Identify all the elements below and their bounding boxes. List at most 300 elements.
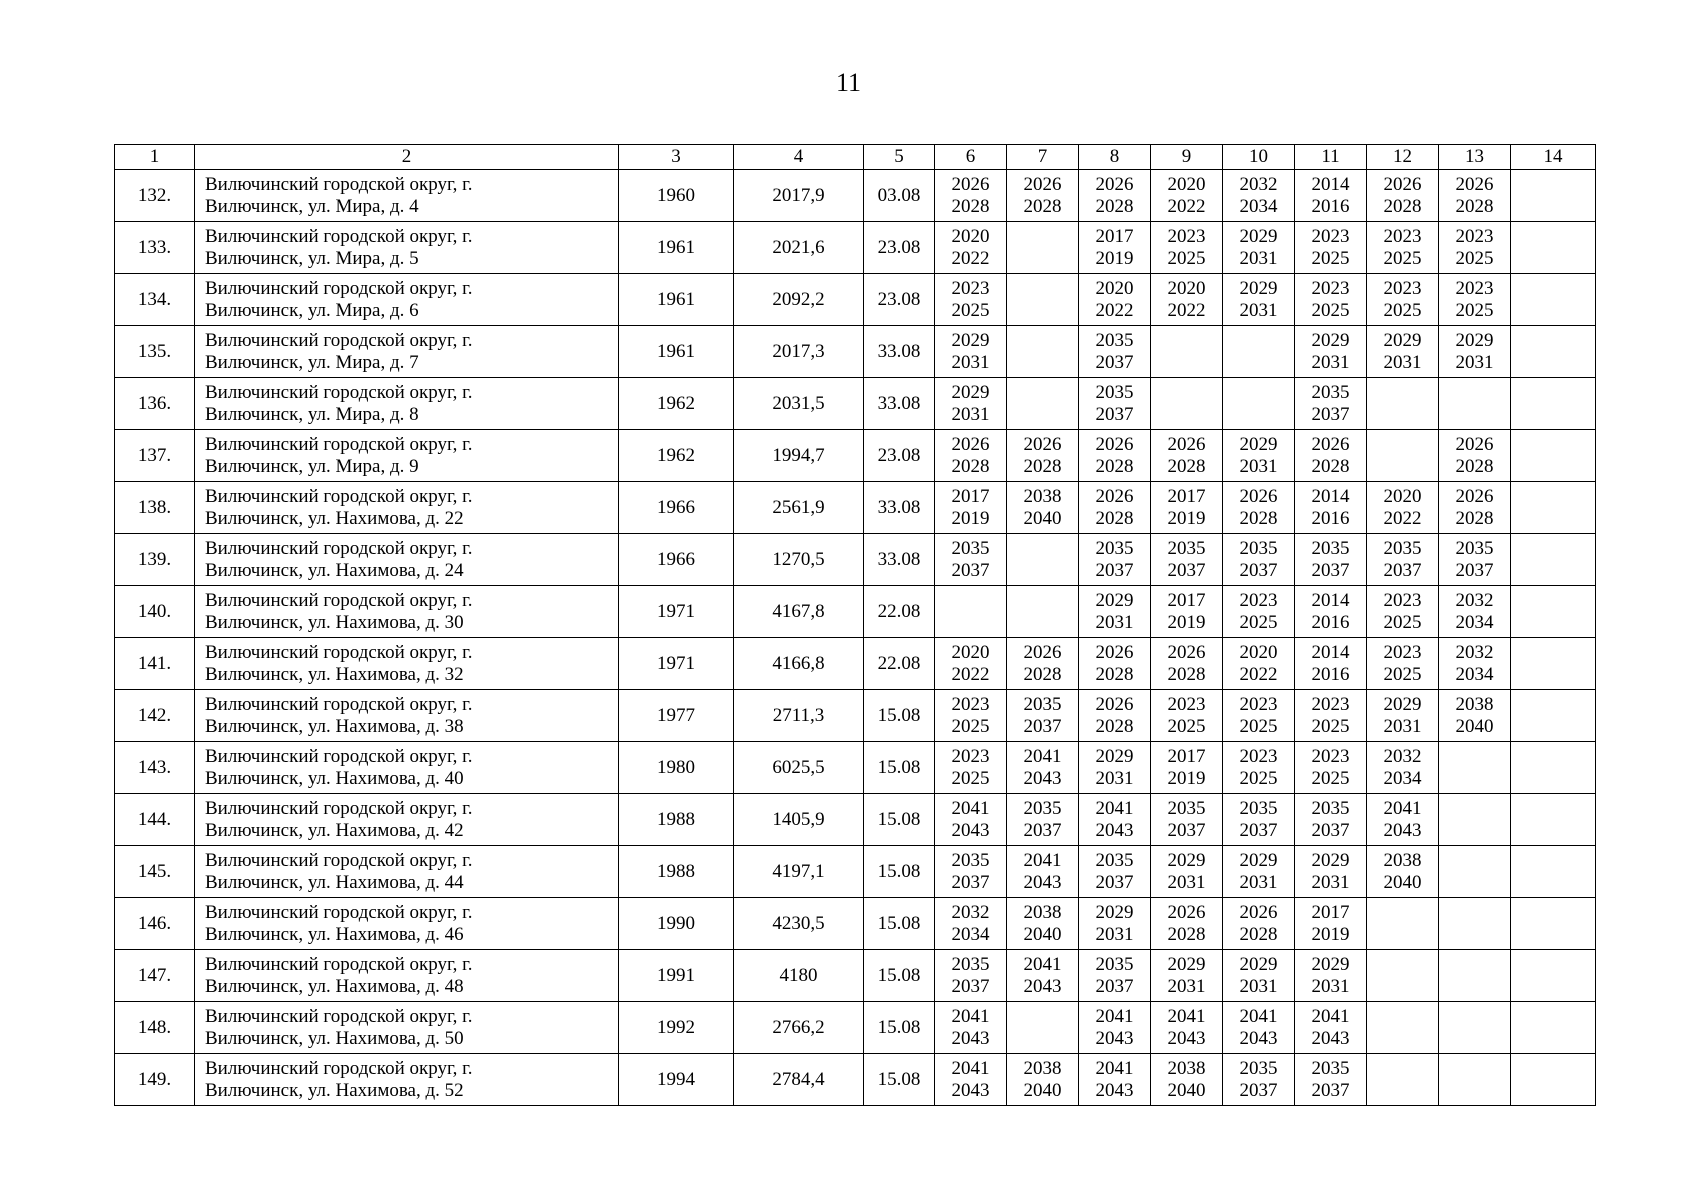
period-end-year: 2028 <box>1095 507 1134 529</box>
period-start-year: 2029 <box>1239 225 1278 247</box>
period-start-year: 2029 <box>1311 953 1350 975</box>
table-row <box>115 1002 1596 1054</box>
period-cell-col-9 <box>1151 586 1223 638</box>
period-end-year: 2016 <box>1311 611 1350 633</box>
column-header-13: 13 <box>1439 145 1511 170</box>
period-cell-col-14 <box>1511 170 1596 222</box>
address-line: Вилючинск, ул. Мира, д. 5 <box>205 247 419 269</box>
period-cell-col-7 <box>1007 690 1079 742</box>
address-line: Вилючинский городской округ, г. <box>205 589 473 611</box>
period-end-year: 2037 <box>1023 715 1062 737</box>
period-cell-col-14 <box>1511 326 1596 378</box>
address-cell <box>195 326 619 378</box>
row-number-cell: 141. <box>115 638 195 690</box>
period-start-year: 2041 <box>1383 797 1422 819</box>
year-built-cell: 1991 <box>619 950 734 1002</box>
period-cell-col-11 <box>1295 638 1367 690</box>
period-start-year: 2023 <box>1239 589 1278 611</box>
period-cell-col-8 <box>1079 378 1151 430</box>
period-start-year: 2029 <box>1239 849 1278 871</box>
table-row <box>115 742 1596 794</box>
period-start-year: 2035 <box>1455 537 1494 559</box>
period-cell-col-13 <box>1439 274 1511 326</box>
period-cell-col-14 <box>1511 794 1596 846</box>
period-end-year: 2028 <box>1239 923 1278 945</box>
period-cell-col-14 <box>1511 430 1596 482</box>
period-cell-col-6 <box>935 742 1007 794</box>
address-line: Вилючинск, ул. Нахимова, д. 52 <box>205 1079 464 1101</box>
period-cell-col-9 <box>1151 846 1223 898</box>
period-start-year: 2029 <box>1311 329 1350 351</box>
period-cell-col-13 <box>1439 378 1511 430</box>
address-line: Вилючинский городской округ, г. <box>205 225 473 247</box>
address-line: Вилючинск, ул. Нахимова, д. 22 <box>205 507 464 529</box>
period-end-year: 2031 <box>1311 351 1350 373</box>
period-start-year: 2026 <box>1023 433 1062 455</box>
period-cell-col-6 <box>935 534 1007 586</box>
period-end-year: 2037 <box>1095 403 1134 425</box>
period-end-year: 2028 <box>1023 455 1062 477</box>
year-built-cell: 1980 <box>619 742 734 794</box>
period-end-year: 2034 <box>1383 767 1422 789</box>
period-start-year: 2026 <box>1455 485 1494 507</box>
period-cell-col-8 <box>1079 326 1151 378</box>
period-end-year: 2043 <box>951 1027 990 1049</box>
period-cell-col-7 <box>1007 950 1079 1002</box>
address-cell <box>195 950 619 1002</box>
period-start-year: 2038 <box>1383 849 1422 871</box>
period-cell-col-11 <box>1295 222 1367 274</box>
period-end-year: 2043 <box>1095 1027 1134 1049</box>
table-body <box>115 170 1596 1106</box>
period-start-year: 2026 <box>1167 433 1206 455</box>
address-cell <box>195 170 619 222</box>
row-number-cell: 139. <box>115 534 195 586</box>
period-end-year: 2031 <box>1167 871 1206 893</box>
period-start-year: 2032 <box>1383 745 1422 767</box>
period-start-year: 2038 <box>1023 485 1062 507</box>
period-start-year: 2020 <box>1167 173 1206 195</box>
address-line: Вилючинск, ул. Мира, д. 8 <box>205 403 419 425</box>
period-cell-col-13 <box>1439 222 1511 274</box>
period-end-year: 2037 <box>1095 351 1134 373</box>
address-line: Вилючинск, ул. Нахимова, д. 44 <box>205 871 464 893</box>
address-line: Вилючинск, ул. Нахимова, д. 40 <box>205 767 464 789</box>
period-end-year: 2043 <box>1383 819 1422 841</box>
period-cell-col-12 <box>1367 794 1439 846</box>
period-end-year: 2031 <box>1239 299 1278 321</box>
period-cell-col-8 <box>1079 170 1151 222</box>
period-cell-col-12 <box>1367 534 1439 586</box>
period-cell-col-7 <box>1007 638 1079 690</box>
column-header-11: 11 <box>1295 145 1367 170</box>
period-cell-col-12 <box>1367 898 1439 950</box>
period-end-year: 2031 <box>1455 351 1494 373</box>
period-start-year: 2023 <box>1167 225 1206 247</box>
period-start-year: 2026 <box>1095 173 1134 195</box>
period-end-year: 2028 <box>1023 663 1062 685</box>
period-cell-col-14 <box>1511 950 1596 1002</box>
period-start-year: 2038 <box>1167 1057 1206 1079</box>
period-cell-col-9 <box>1151 794 1223 846</box>
period-cell-col-7 <box>1007 898 1079 950</box>
code-cell: 23.08 <box>864 430 935 482</box>
period-start-year: 2041 <box>1095 797 1134 819</box>
area-cell: 1994,7 <box>734 430 864 482</box>
period-start-year: 2041 <box>951 1005 990 1027</box>
period-start-year: 2035 <box>1095 381 1134 403</box>
period-end-year: 2025 <box>1455 247 1494 269</box>
period-cell-col-11 <box>1295 898 1367 950</box>
code-cell: 15.08 <box>864 898 935 950</box>
period-cell-col-12 <box>1367 378 1439 430</box>
period-start-year: 2026 <box>1311 433 1350 455</box>
period-end-year: 2028 <box>1311 455 1350 477</box>
period-cell-col-10 <box>1223 898 1295 950</box>
period-cell-col-8 <box>1079 482 1151 534</box>
period-start-year: 2035 <box>1095 329 1134 351</box>
code-cell: 15.08 <box>864 794 935 846</box>
period-start-year: 2041 <box>1023 953 1062 975</box>
period-start-year: 2038 <box>1023 901 1062 923</box>
period-cell-col-12 <box>1367 690 1439 742</box>
period-end-year: 2025 <box>1455 299 1494 321</box>
row-number-cell: 133. <box>115 222 195 274</box>
period-end-year: 2028 <box>1023 195 1062 217</box>
period-end-year: 2037 <box>1023 819 1062 841</box>
year-built-cell: 1971 <box>619 586 734 638</box>
period-start-year: 2029 <box>1239 433 1278 455</box>
period-cell-col-10 <box>1223 534 1295 586</box>
period-cell-col-13 <box>1439 1002 1511 1054</box>
period-cell-col-11 <box>1295 1054 1367 1106</box>
period-cell-col-13 <box>1439 326 1511 378</box>
period-start-year: 2029 <box>1095 745 1134 767</box>
address-line: Вилючинск, ул. Мира, д. 7 <box>205 351 419 373</box>
area-cell: 2092,2 <box>734 274 864 326</box>
period-end-year: 2019 <box>1167 767 1206 789</box>
period-start-year: 2020 <box>951 225 990 247</box>
period-end-year: 2037 <box>1239 819 1278 841</box>
period-cell-col-11 <box>1295 326 1367 378</box>
column-header-3: 3 <box>619 145 734 170</box>
period-end-year: 2040 <box>1383 871 1422 893</box>
period-cell-col-14 <box>1511 1002 1596 1054</box>
period-start-year: 2017 <box>1095 225 1134 247</box>
period-cell-col-10 <box>1223 378 1295 430</box>
address-cell <box>195 586 619 638</box>
period-end-year: 2019 <box>1167 611 1206 633</box>
period-end-year: 2025 <box>1383 247 1422 269</box>
period-cell-col-13 <box>1439 846 1511 898</box>
address-cell <box>195 1002 619 1054</box>
address-line: Вилючинск, ул. Нахимова, д. 32 <box>205 663 464 685</box>
code-cell: 33.08 <box>864 326 935 378</box>
row-number-cell: 147. <box>115 950 195 1002</box>
period-end-year: 2019 <box>1167 507 1206 529</box>
period-cell-col-8 <box>1079 1054 1151 1106</box>
period-cell-col-11 <box>1295 586 1367 638</box>
address-cell <box>195 638 619 690</box>
period-end-year: 2037 <box>951 559 990 581</box>
period-cell-col-14 <box>1511 638 1596 690</box>
period-start-year: 2035 <box>1311 381 1350 403</box>
year-built-cell: 1966 <box>619 482 734 534</box>
period-end-year: 2025 <box>1239 715 1278 737</box>
row-number-cell: 138. <box>115 482 195 534</box>
period-start-year: 2035 <box>1311 1057 1350 1079</box>
period-cell-col-7 <box>1007 274 1079 326</box>
address-line: Вилючинск, ул. Нахимова, д. 30 <box>205 611 464 633</box>
period-cell-col-12 <box>1367 430 1439 482</box>
row-number-cell: 137. <box>115 430 195 482</box>
period-cell-col-10 <box>1223 1054 1295 1106</box>
period-cell-col-6 <box>935 274 1007 326</box>
period-end-year: 2016 <box>1311 663 1350 685</box>
period-cell-col-11 <box>1295 690 1367 742</box>
period-cell-col-8 <box>1079 690 1151 742</box>
row-number-cell: 149. <box>115 1054 195 1106</box>
code-cell: 15.08 <box>864 690 935 742</box>
period-start-year: 2023 <box>951 693 990 715</box>
period-end-year: 2025 <box>1311 715 1350 737</box>
period-start-year: 2041 <box>1023 849 1062 871</box>
period-end-year: 2025 <box>1311 247 1350 269</box>
period-cell-col-7 <box>1007 482 1079 534</box>
period-start-year: 2017 <box>1167 485 1206 507</box>
row-number-cell: 143. <box>115 742 195 794</box>
table-row <box>115 794 1596 846</box>
area-cell: 2784,4 <box>734 1054 864 1106</box>
period-start-year: 2029 <box>1095 589 1134 611</box>
period-start-year: 2023 <box>1383 589 1422 611</box>
period-end-year: 2022 <box>1167 195 1206 217</box>
period-cell-col-6 <box>935 222 1007 274</box>
period-end-year: 2028 <box>1455 455 1494 477</box>
period-start-year: 2029 <box>1311 849 1350 871</box>
period-cell-col-6 <box>935 950 1007 1002</box>
address-line: Вилючинск, ул. Мира, д. 4 <box>205 195 419 217</box>
period-end-year: 2031 <box>1239 871 1278 893</box>
address-cell <box>195 846 619 898</box>
period-end-year: 2016 <box>1311 195 1350 217</box>
period-cell-col-10 <box>1223 222 1295 274</box>
period-end-year: 2037 <box>1167 819 1206 841</box>
period-end-year: 2037 <box>1167 559 1206 581</box>
year-built-cell: 1990 <box>619 898 734 950</box>
period-cell-col-13 <box>1439 742 1511 794</box>
period-cell-col-9 <box>1151 274 1223 326</box>
period-end-year: 2028 <box>951 455 990 477</box>
period-cell-col-14 <box>1511 898 1596 950</box>
period-start-year: 2029 <box>1095 901 1134 923</box>
table-row <box>115 378 1596 430</box>
period-end-year: 2031 <box>951 403 990 425</box>
area-cell: 2017,3 <box>734 326 864 378</box>
period-end-year: 2031 <box>1095 767 1134 789</box>
period-cell-col-14 <box>1511 690 1596 742</box>
period-cell-col-8 <box>1079 534 1151 586</box>
period-end-year: 2043 <box>1239 1027 1278 1049</box>
period-end-year: 2037 <box>1095 975 1134 997</box>
period-end-year: 2040 <box>1023 1079 1062 1101</box>
address-line: Вилючинск, ул. Нахимова, д. 46 <box>205 923 464 945</box>
period-cell-col-11 <box>1295 430 1367 482</box>
period-end-year: 2031 <box>1239 975 1278 997</box>
period-cell-col-7 <box>1007 534 1079 586</box>
period-end-year: 2043 <box>1023 975 1062 997</box>
period-start-year: 2026 <box>1095 693 1134 715</box>
period-start-year: 2020 <box>1095 277 1134 299</box>
period-start-year: 2026 <box>951 433 990 455</box>
period-start-year: 2032 <box>1239 173 1278 195</box>
period-cell-col-10 <box>1223 586 1295 638</box>
year-built-cell: 1962 <box>619 378 734 430</box>
row-number-cell: 132. <box>115 170 195 222</box>
period-cell-col-8 <box>1079 846 1151 898</box>
period-cell-col-14 <box>1511 482 1596 534</box>
period-cell-col-7 <box>1007 170 1079 222</box>
address-line: Вилючинский городской округ, г. <box>205 797 473 819</box>
period-start-year: 2035 <box>1095 849 1134 871</box>
period-start-year: 2041 <box>1023 745 1062 767</box>
address-cell <box>195 222 619 274</box>
year-built-cell: 1994 <box>619 1054 734 1106</box>
period-start-year: 2026 <box>1095 485 1134 507</box>
table-row <box>115 950 1596 1002</box>
period-start-year: 2023 <box>1311 745 1350 767</box>
period-cell-col-12 <box>1367 846 1439 898</box>
period-cell-col-7 <box>1007 326 1079 378</box>
period-cell-col-9 <box>1151 638 1223 690</box>
period-start-year: 2014 <box>1311 173 1350 195</box>
period-cell-col-9 <box>1151 1002 1223 1054</box>
period-end-year: 2034 <box>1239 195 1278 217</box>
period-end-year: 2028 <box>1455 195 1494 217</box>
table-row <box>115 898 1596 950</box>
period-end-year: 2022 <box>951 663 990 685</box>
area-cell: 6025,5 <box>734 742 864 794</box>
period-end-year: 2025 <box>951 715 990 737</box>
period-cell-col-13 <box>1439 170 1511 222</box>
year-built-cell: 1962 <box>619 430 734 482</box>
period-cell-col-10 <box>1223 482 1295 534</box>
period-cell-col-14 <box>1511 846 1596 898</box>
period-cell-col-6 <box>935 430 1007 482</box>
period-end-year: 2019 <box>951 507 990 529</box>
area-cell: 4180 <box>734 950 864 1002</box>
year-built-cell: 1977 <box>619 690 734 742</box>
period-cell-col-14 <box>1511 586 1596 638</box>
period-end-year: 2022 <box>951 247 990 269</box>
period-cell-col-8 <box>1079 950 1151 1002</box>
period-cell-col-9 <box>1151 690 1223 742</box>
period-start-year: 2023 <box>1455 277 1494 299</box>
period-cell-col-13 <box>1439 898 1511 950</box>
period-cell-col-13 <box>1439 794 1511 846</box>
period-end-year: 2028 <box>1167 663 1206 685</box>
period-start-year: 2014 <box>1311 485 1350 507</box>
period-cell-col-13 <box>1439 534 1511 586</box>
period-end-year: 2022 <box>1167 299 1206 321</box>
period-end-year: 2031 <box>1383 351 1422 373</box>
period-end-year: 2028 <box>1095 663 1134 685</box>
year-built-cell: 1961 <box>619 326 734 378</box>
address-line: Вилючинский городской округ, г. <box>205 901 473 923</box>
address-line: Вилючинск, ул. Нахимова, д. 48 <box>205 975 464 997</box>
period-cell-col-7 <box>1007 794 1079 846</box>
period-cell-col-7 <box>1007 1002 1079 1054</box>
period-start-year: 2035 <box>1023 797 1062 819</box>
column-header-2: 2 <box>195 145 619 170</box>
period-start-year: 2026 <box>1167 901 1206 923</box>
period-cell-col-10 <box>1223 846 1295 898</box>
period-start-year: 2029 <box>1167 953 1206 975</box>
area-cell: 2017,9 <box>734 170 864 222</box>
area-cell: 1405,9 <box>734 794 864 846</box>
period-cell-col-7 <box>1007 378 1079 430</box>
period-end-year: 2025 <box>1383 611 1422 633</box>
period-end-year: 2037 <box>951 975 990 997</box>
period-start-year: 2020 <box>1239 641 1278 663</box>
period-start-year: 2026 <box>1455 173 1494 195</box>
period-cell-col-14 <box>1511 1054 1596 1106</box>
area-cell: 2021,6 <box>734 222 864 274</box>
period-cell-col-12 <box>1367 950 1439 1002</box>
address-line: Вилючинский городской округ, г. <box>205 173 473 195</box>
column-header-12: 12 <box>1367 145 1439 170</box>
period-start-year: 2023 <box>1311 693 1350 715</box>
table-row <box>115 170 1596 222</box>
period-start-year: 2029 <box>951 329 990 351</box>
period-end-year: 2028 <box>1239 507 1278 529</box>
period-cell-col-13 <box>1439 690 1511 742</box>
period-start-year: 2014 <box>1311 641 1350 663</box>
code-cell: 22.08 <box>864 586 935 638</box>
period-cell-col-13 <box>1439 950 1511 1002</box>
period-end-year: 2031 <box>1095 611 1134 633</box>
period-cell-col-14 <box>1511 534 1596 586</box>
period-start-year: 2023 <box>1455 225 1494 247</box>
period-end-year: 2025 <box>1311 299 1350 321</box>
column-header-4: 4 <box>734 145 864 170</box>
period-cell-col-7 <box>1007 846 1079 898</box>
period-start-year: 2023 <box>1239 693 1278 715</box>
period-cell-col-12 <box>1367 170 1439 222</box>
period-start-year: 2017 <box>1311 901 1350 923</box>
period-start-year: 2020 <box>1167 277 1206 299</box>
table-row <box>115 482 1596 534</box>
address-cell <box>195 534 619 586</box>
area-cell: 2031,5 <box>734 378 864 430</box>
period-end-year: 2034 <box>951 923 990 945</box>
period-start-year: 2035 <box>1311 537 1350 559</box>
period-start-year: 2038 <box>1023 1057 1062 1079</box>
period-cell-col-6 <box>935 326 1007 378</box>
period-start-year: 2041 <box>951 797 990 819</box>
period-end-year: 2043 <box>951 1079 990 1101</box>
year-built-cell: 1992 <box>619 1002 734 1054</box>
period-start-year: 2023 <box>951 745 990 767</box>
period-cell-col-7 <box>1007 430 1079 482</box>
period-end-year: 2016 <box>1311 507 1350 529</box>
period-end-year: 2019 <box>1311 923 1350 945</box>
period-start-year: 2014 <box>1311 589 1350 611</box>
period-end-year: 2025 <box>1239 767 1278 789</box>
period-cell-col-8 <box>1079 222 1151 274</box>
period-end-year: 2028 <box>1383 195 1422 217</box>
address-line: Вилючинский городской округ, г. <box>205 537 473 559</box>
